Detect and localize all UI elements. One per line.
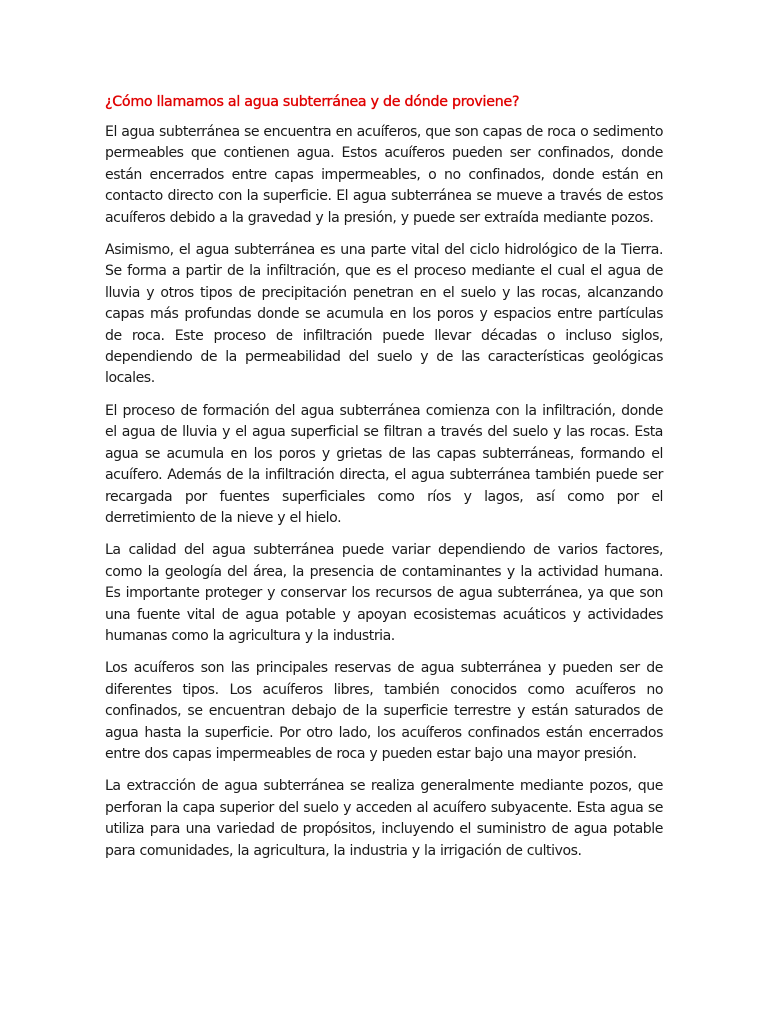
paragraph-aquifers-intro: El agua subterránea se encuentra en acuíferos, que son capas de roca o sedimento permeables que contienen agua. Estos acuíferos pueden ser confinados, donde están encerrados entre capas impermeables, o no confinados, donde están en contacto directo con la superficie. El agua subterránea se mueve a través de estos acuíferos debido a la gravedad y la presión, y puede ser extraída mediante pozos. [105,124,663,226]
document-heading: ¿Cómo llamamos al agua subterránea y de dónde proviene? [105,94,520,110]
paragraph-formation-process: El proceso de formación del agua subterránea comienza con la infiltración, donde el agua de lluvia y el agua superficial se filtran a través del suelo y las rocas. Esta agua se acumula en los poros y grietas de las capas subterráneas, formando el acuífero. Además de la infiltración directa, el agua subterránea también puede ser recargada por fuentes superficiales como ríos y lagos, así como por el derretimiento de la nieve y el hielo. [105,402,663,526]
paragraph-water-quality: La calidad del agua subterránea puede variar dependiendo de varios factores, como la geología del área, la presencia de contaminantes y la actividad humana. Es importante proteger y conservar los recursos de agua subterránea, ya que son una fuente vital de agua potable y apoyan ecosistemas acuáticos y actividades humanas como la agricultura y la industria. [105,542,663,644]
document-page [105,92,663,873]
paragraph-aquifer-types: Los acuíferos son las principales reservas de agua subterránea y pueden ser de diferentes tipos. Los acuíferos libres, también conocidos como acuíferos no confinados, se encuentran debajo de la superficie terrestre y están saturados de agua hasta la superficie. Por otro lado, los acuíferos confinados están encerrados entre dos capas impermeables de roca y pueden estar bajo una mayor presión. [105,660,663,762]
paragraph-hydrologic-cycle: Asimismo, el agua subterránea es una parte vital del ciclo hidrológico de la Tierra. Se forma a partir de la infiltración, que es el proceso mediante el cual el agua de lluvia y otros tipos de precipitación penetran en el suelo y las rocas, alcanzando capas más profundas donde se acumula en los poros y espacios entre partículas de roca. Este proceso de infiltración puede llevar décadas o incluso siglos, dependiendo de la permeabilidad del suelo y de las características geológicas locales. [105,242,663,387]
paragraph-extraction: La extracción de agua subterránea se realiza generalmente mediante pozos, que perforan la capa superior del suelo y acceden al acuífero subyacente. Esta agua se utiliza para una variedad de propósitos, incluyendo el suministro de agua potable para comunidades, la agricultura, la industria y la irrigación de cultivos. [105,778,663,859]
